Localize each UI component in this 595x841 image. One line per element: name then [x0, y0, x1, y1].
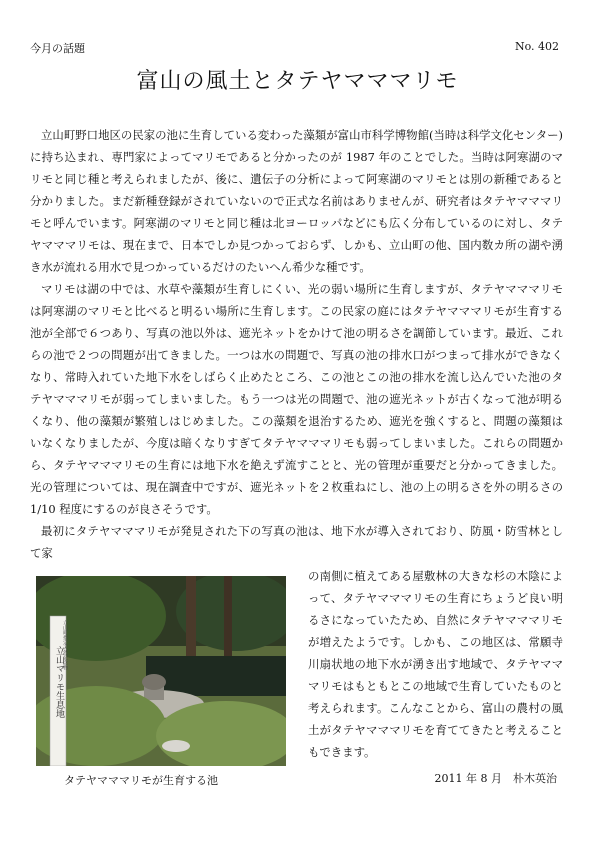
topic-label: 今月の話題	[30, 42, 85, 55]
issue-number: No. 402	[514, 40, 559, 53]
pond-photo	[36, 576, 286, 766]
photo-caption: タテヤマママリモが生育する池	[64, 774, 218, 787]
article-body	[30, 124, 563, 564]
page-title: 富山の風土とタテヤマママリモ	[136, 69, 459, 94]
marker-post-subtitle: 立山町指定天然記念物	[62, 620, 68, 670]
side-text: の南側に植えてある屋敷林の大きな杉の木陰によって、タテヤマママリモの生育にちょうど良い明るさになっていたため、自然にタテヤマママリモが増えたようです。しかも、この地区は、常願寺川扇状地の地下水が湧き出す地域で、タテヤマママリモはもともとこの地域で生育していたものと考えられます。こんなことから、富山の農村の風土がタテヤマママリモを育ててきたと考えることもできます。	[308, 569, 563, 759]
paragraph-3: 最初にタテヤマママリモが発見された下の写真の池は、地下水が導入されており、防風・防雪林として家	[30, 524, 563, 560]
paragraph-2: マリモは湖の中では、水草や藻類が生育しにくい、光の弱い場所に生育しますが、タテヤマママリモは阿寒湖のマリモと比べると明るい場所に生育します。この民家の庭にはタテヤマママリモが生育する池が全部で６つあり、写真の池以外は、遮光ネットをかけて池の明るさを調節しています。最近、これらの池で２つの問題が出てきました。一つは水の問題で、写真の池の排水口がつまって排水ができなくなり、常時入れていた地下水をしばらく止めたところ、この池とこの池の排水を流し込んでいた池のタテヤマママリモが弱ってしまいました。もう一つは光の問題で、池の遮光ネットが古くなって池が明るくなり、他の藻類が繁殖しはじめました。この藻類を退治するため、遮光を強くすると、問題の藻類はいなくなりましたが、今度は暗くなりすぎてタテヤマママリモも弱ってしまいました。これらの問題から、タテヤマママリモの生育には地下水を絶えず流すことと、光の管理が重要だと分かってきました。光の管理については、現在調査中ですが、遮光ネットを２枚重ねにし、池の上の明るさを外の明るさの 1/10 程度にするのが良さそうです。	[30, 282, 563, 516]
author-signature: 2011 年 8 月 朴木英治	[434, 772, 557, 785]
marker-post-title: 立山マリモ生息地	[54, 646, 64, 718]
paragraph-1: 立山町野口地区の民家の池に生育している変わった藻類が富山市科学博物館(当時は科学文化センター)に持ち込まれ、専門家によってマリモであると分かったのが 1987 年のことでした。当時は阿寒湖のマリモと同じ種と考えられましたが、後に、遺伝子の分析によって阿寒湖のマリモとは別の新種であると分かりました。まだ新種登録がされていないので正式な名前はありませんが、研究者はタテヤマママリモと呼んでいます。阿寒湖のマリモと同じ種は北ヨーロッパなどにも広く分布しているのに対し、タテヤマママリモは、現在まで、日本でしか見つかっておらず、しかも、立山町の他、国内数カ所の湖や湧き水が流れる用水で見つかっているだけのたいへん希少な種です。	[30, 128, 563, 274]
